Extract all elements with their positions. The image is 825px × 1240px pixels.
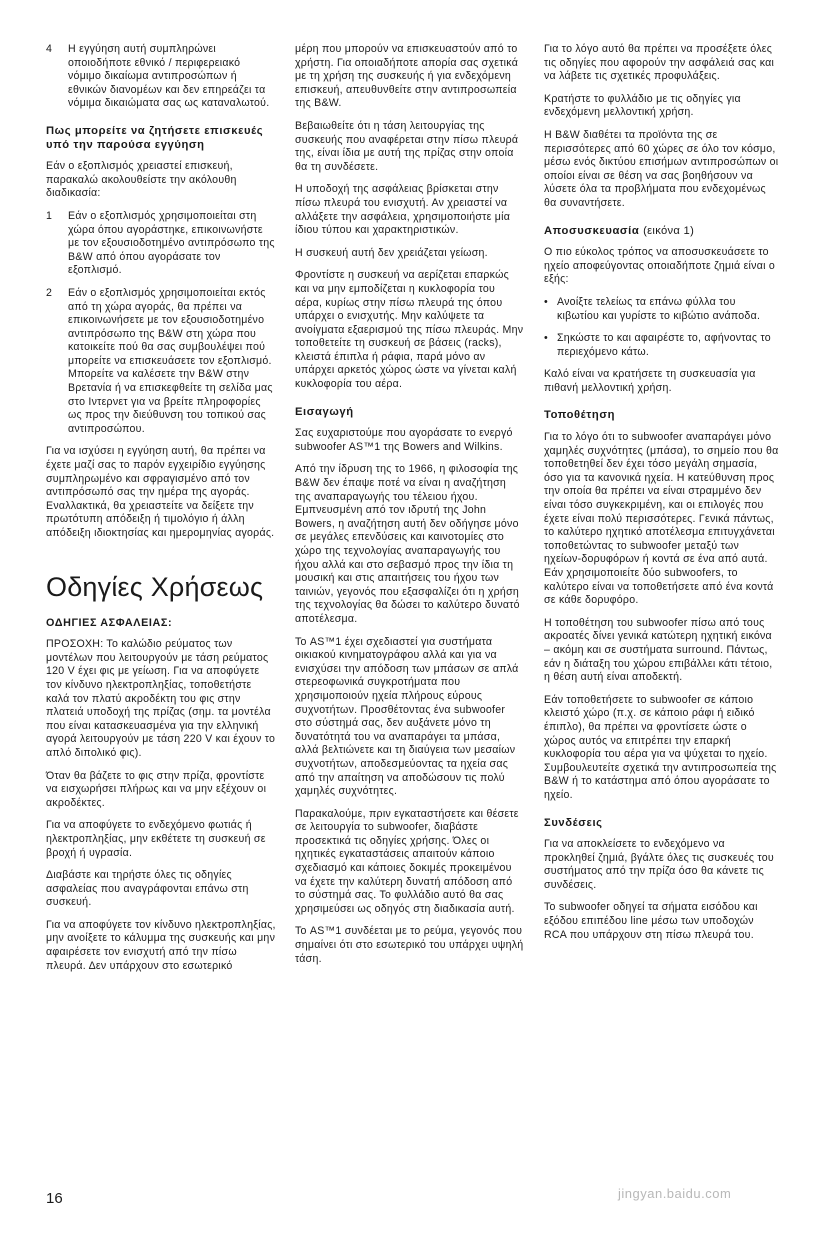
history-paragraph: Από την ίδρυση της το 1966, η φιλοσοφία της B&W δεν έπαψε ποτέ να είναι η αναζήτηση της αναπαραγωγής του τέλειου ήχου. Εμπνευσμένη από τον ιδρυτή της John Bowers, η αναζήτηση αυτή δεν οδήγησε μόνο σε μεγάλες επενδύσεις και καινοτομίες στο χώρο της τεχνολογίας αναπαραγωγής του ήχου αλλά και στο σεβασμό προς την ίδια τη μουσική και στις απαιτήσεις του ήχου των ταινιών, γεγονός που εξασφαλίζει ότι η χρήση της τεχνολογίας θα δώσει το καλύτερο δυνατό αποτέλεσμα.: [295, 463, 520, 625]
distribution-paragraph: Η B&W διαθέτει τα προϊόντα της σε περισσότερες από 60 χώρες σε όλο τον κόσμο, μέσω ενός δικτύου επισήμων αντιπροσώπων οι οποίοι είναι σε θέση να σας βοηθήσουν να λύσετε όλα τα προβλήματα που ενδεχομένως θα συναντήσετε.: [544, 128, 779, 209]
plug-paragraph: Όταν θα βάζετε το φις στην πρίζα, φροντίστε να εισχωρήσει πλήρως και να μην εξέχουν οι ακροδέκτες.: [46, 769, 267, 809]
unpacking-heading: [544, 225, 779, 239]
page-number: 16: [46, 1190, 63, 1207]
thanks-paragraph: Σας ευχαριστούμε που αγοράσατε το ενεργό subwoofer AS™1 της Bowers and Wilkins.: [295, 427, 513, 453]
placement-heading: Τοποθέτηση: [544, 409, 616, 422]
item-text: Η εγγύηση αυτή συμπληρώνει οποιοδήποτε εθνικό / περιφερειακό νόμιμο δικαίωμα αντιπροσώπων ή εθνικών διανομέων και δεν επηρεάζει τα νόμιμα δικαιώματα σας ως καταναλωτού.: [68, 43, 270, 110]
item-text: Εάν ο εξοπλισμός χρησιμοποιείται εκτός από τη χώρα αγοράς, θα πρέπει να επικοινωνήσετε με τον εξουσιοδοτημένο αντιπρόσωπο της B&W στη χώρα που κατοικείτε πού θα σας συμβουλέψει πού μπορείτε να επισκευάσετε τον εξοπλισμό. Μπορείτε να καλέσετε την B&W στην Βρετανία ή να επισκεφθείτε τη σελίδα μας στο Ιντερνετ για να βρείτε πληροφορίες ως προς την διεύθυνση του τοπικού σας αντιπροσώπου.: [68, 286, 273, 435]
shock-paragraph: Για να αποφύγετε τον κίνδυνο ηλεκτροπληξίας, μην ανοίξετε το κάλυμμα της συσκευής και μην αφαιρέσετε τον ενισχυτή από την πίσω πλευρά. Δεν υπάρχουν στο εσωτερικό: [46, 918, 276, 972]
mains-paragraph: Το AS™1 συνδέεται με το ρεύμα, γεγονός που σημαίνει ότι στο εσωτερικό του υπάρχει υψηλή τάση.: [295, 925, 524, 965]
please-read-paragraph: Παρακαλούμε, πριν εγκαταστήσετε και θέσετε σε λειτουργία το subwoofer, διαβάστε προσεκτικά τις οδηγίες χρήσης. Όλες οι ηχητικές εγκαταστάσεις απαιτούν κάποιο σχεδιασμό και κάποιες δοκιμές προκειμένου να έχετε την καλύτερη δυνατή απόδοση από το σύστημά σας. Το φυλλάδιο αυτό θα σας χρησιμεύσει ως οδηγός στη διαδικασία αυτή.: [295, 807, 519, 915]
connections-paragraph-1: Για να αποκλείσετε το ενδεχόμενο να προκληθεί ζημιά, βγάλτε όλες τις συσκευές του συστήματος από την πρίζα όσο θα κάνετε τις συνδέσεις.: [544, 838, 774, 891]
safety-instructions-heading: ΟΔΗΓΙΕΣ ΑΣΦΑΛΕΙΑΣ:: [46, 616, 173, 629]
ventilation-paragraph: Φροντίστε η συσκευή να αερίζεται επαρκώς και να μην εμποδίζεται η κυκλοφορία του αέρα, κυρίως στην πίσω πλευρά της όπου υπάρχει ο ενισχυτής. Μην καλύψετε τα ανοίγματα εξαερισμού της πίσω πλευράς. Μην τοποθετείτε τη συσκευή σε βάσεις (racks), κλειστά έπιπλα ή ράφια, παρά μόνο αν υπάρχει αρκετός χώρος ώστε να γίνεται καλή κυκλοφορία του αέρα.: [295, 269, 524, 391]
bullet-marker: •: [544, 295, 548, 308]
column-middle: [295, 43, 525, 975]
unpacking-intro: Ο πιο εύκολος τρόπος να αποσυσκευάσετε το ηχείο αποφεύγοντας οποιαδήποτε ζημιά είναι ο εξής:: [544, 246, 776, 286]
read-instructions-paragraph: Διαβάστε και τηρήστε όλες τις οδηγίες ασφαλείας που αναγράφονται επάνω στη συσκευή.: [46, 869, 249, 909]
bullet-marker: •: [544, 332, 548, 345]
fire-paragraph: Για να αποφύγετε το ενδεχόμενο φωτιάς ή ηλεκτροπληξίας, μην εκθέτετε τη συσκευή σε βροχή ή υγρασία.: [46, 819, 266, 859]
repair-intro: Εάν ο εξοπλισμός χρειαστεί επισκευή, παρακαλώ ακολουθείστε την ακόλουθη διαδικασία:: [46, 160, 237, 200]
numbered-item-1: [46, 210, 276, 278]
voltage-paragraph: Βεβαιωθείτε ότι η τάση λειτουργίας της συσκευής που αναφέρεται στην πίσω πλευρά της, είναι ίδια με αυτή της πρίζας στην οποία θα τη συνδέσετε.: [295, 119, 519, 173]
placement-paragraph-1: Για το λόγο ότι το subwoofer αναπαράγει μόνο χαμηλές συχνότητες (μπάσα), το σημείο που θα τοποθετηθεί δεν έχει τόσο μεγάλη σημασία, όσο για τα κανονικά ηχεία. Η κατεύθυνση προς την οποία θα πρέπει να είναι στραμμένο δεν είναι τόσο συγκεκριμένη, και οι επιλογές που έχετε είναι πολύ περισσότερες. Γενικά πάντως, το καλύτερο ηχητικό αποτέλεσμα επιτυγχάνεται τοποθετώντας το subwoofer μεταξύ των ηχείων-δορυφόρων ή κοντά σε ένα από αυτά. Εάν χρησιμοποιείτε δύο subwoofers, το καλύτερο είναι να τοποθετήσετε από ένα κοντά σε κάθε δορυφόρο.: [544, 431, 779, 607]
caution-paragraph: ΠΡΟΣΟΧΗ: Το καλώδιο ρεύματος των μοντέλων που λειτουργούν με τάση ρεύματος 120 V έχει φις με γείωση. Για να αποφύγετε τον κίνδυνο ηλεκτροπληξίας, τοποθετήστε καλά τον πλατύ ακροδέκτη του φις στην πλατειά υποδοχή της πρίζας (σημ. τα μοντέλα που είναι κατασκευασμένα για την ελληνική αγορά λειτουργούν με τάση 220 V και έχουν το απλό διπολικό φις).: [46, 638, 276, 759]
watermark: jingyan.baidu.com: [618, 1186, 732, 1201]
item-number: 2: [46, 286, 53, 299]
column-right: [544, 43, 779, 951]
design-paragraph: Το AS™1 έχει σχεδιαστεί για συστήματα οικιακού κινηματογράφου αλλά και για να ενισχύσει την απόδοση των μπάσων σε απλά στερεοφωνικά συγκροτήματα που χρησιμοποιούν ηχεία πλήρους εύρους συχνοτήτων. Προσθέτοντας ένα subwoofer στο σύστημά σας, δεν αυξάνετε μόνο τη δυνατότητά του να αναπαράγει τα μπάσα, αλλά βελτιώνετε και τη διαύγεια των μεσαίων συχνοτήτων, αποδεσμεύοντας τα ηχεία σας από την απαίτηση να αποδώσουν τις πολύ χαμηλές συχνότητες.: [295, 635, 519, 798]
item-number: 1: [46, 209, 53, 222]
warranty-repair-heading: Πως μπορείτε να ζητήσετε επισκευές υπό την παρούσα εγγύηση: [46, 124, 264, 151]
keep-manual-paragraph: Κρατήστε το φυλλάδιο με τις οδηγίες για ενδεχόμενη μελλοντική χρήση.: [544, 92, 741, 119]
item-number: 4: [46, 43, 53, 55]
connections-heading: Συνδέσεις: [544, 816, 603, 829]
unpacking-heading-text: Αποσυσκευασία: [544, 224, 640, 237]
grounding-paragraph: Η συσκευή αυτή δεν χρειάζεται γείωση.: [295, 246, 488, 259]
bullet-item: [544, 332, 779, 359]
introduction-heading: Εισαγωγή: [295, 405, 354, 418]
connections-paragraph-2: Το subwoofer οδηγεί τα σήματα εισόδου και εξόδου επιπέδου line μέσω των υποδοχών RCA που υπάρχουν στη πίσω πλευρά του.: [544, 901, 758, 941]
keep-packaging-paragraph: Καλό είναι να κρατήσετε τη συσκευασία για πιθανή μελλοντική χρήση.: [544, 368, 756, 394]
fuse-paragraph: Η υποδοχή της ασφάλειας βρίσκεται στην πίσω πλευρά του ενισχυτή. Αν χρειαστεί να αλλάξετε την ασφάλεια, χρησιμοποιήστε μία ίδιου τύπου και χαρακτηριστικών.: [295, 183, 511, 237]
safety-precautions-paragraph: Για το λόγο αυτό θα πρέπει να προσέξετε όλες τις οδηγίες που αφορούν την ασφάλειά σας και να λάβετε τις σχετικές προφυλάξεις.: [544, 43, 775, 83]
parts-paragraph: μέρη που μπορούν να επισκευαστούν από το χρήστη. Για οποιαδήποτε απορία σας σχετικά με τη χρήση της συσκευής ή για ενδεχόμενη επισκευή, απευθυνθείτε στην αντιπροσωπεία της B&W.: [295, 43, 519, 110]
section-title: Οδηγίες Χρήσεως: [46, 571, 264, 602]
item-text: Εάν ο εξοπλισμός χρησιμοποιείται στη χώρα όπου αγοράστηκε, επικοινωνήστε με τον εξουσιοδοτημένο αντιπρόσωπο της B&W από όπου αγοράσατε τον εξοπλισμό.: [68, 209, 275, 277]
bullet-text: Σηκώστε το και αφαιρέστε το, αφήνοντας το περιεχόμενο κάτω.: [557, 332, 771, 358]
placement-paragraph-2: Η τοποθέτηση του subwoofer πίσω από τους ακροατές δίνει γενικά κατώτερη ηχητική εικόνα – ακόμη και σε συστήματα surround. Πάντως, εάν η διάταξη του χώρου επιβάλλει κάτι τέτοιο, η θέση αυτή είναι αποδεκτή.: [544, 616, 773, 684]
figure-reference: (εικόνα 1): [643, 224, 695, 237]
numbered-item-2: [46, 287, 276, 437]
bullet-item: [544, 296, 779, 323]
numbered-item-4: [46, 43, 276, 111]
warranty-validity-paragraph: Για να ισχύσει η εγγύηση αυτή, θα πρέπει να έχετε μαζί σας το παρόν εγχειρίδιο εγγύησης συμπληρωμένο και σφραγισμένο από τον αντιπρόσωπό σας την ημέρα της αγοράς. Εναλλακτικά, θα χρειαστείτε να δείξετε την πρωτότυπη απόδειξη ή τιμολόγιο ή άλλη απόδειξη ιδιοκτησίας και ημερομηνίας αγοράς.: [46, 445, 275, 539]
bullet-text: Ανοίξτε τελείως τα επάνω φύλλα του κιβωτίου και γυρίστε το κιβώτιο ανάποδα.: [557, 295, 761, 322]
placement-paragraph-3: Εάν τοποθετήσετε το subwoofer σε κάποιο κλειστό χώρο (π.χ. σε κάποιο ράφι ή ειδικό έπιπλο), θα πρέπει να φροντίσετε ώστε ο χώρος αυτός να επιτρέπει την επαρκή κυκλοφορία του αέρα για να ψύχεται το ηχείο. Συμβουλευτείτε σχετικά την αντιπροσωπεία της B&W ή το κατάστημα από όπου αγοράσατε το ηχείο.: [544, 693, 777, 801]
column-left: [46, 43, 276, 982]
